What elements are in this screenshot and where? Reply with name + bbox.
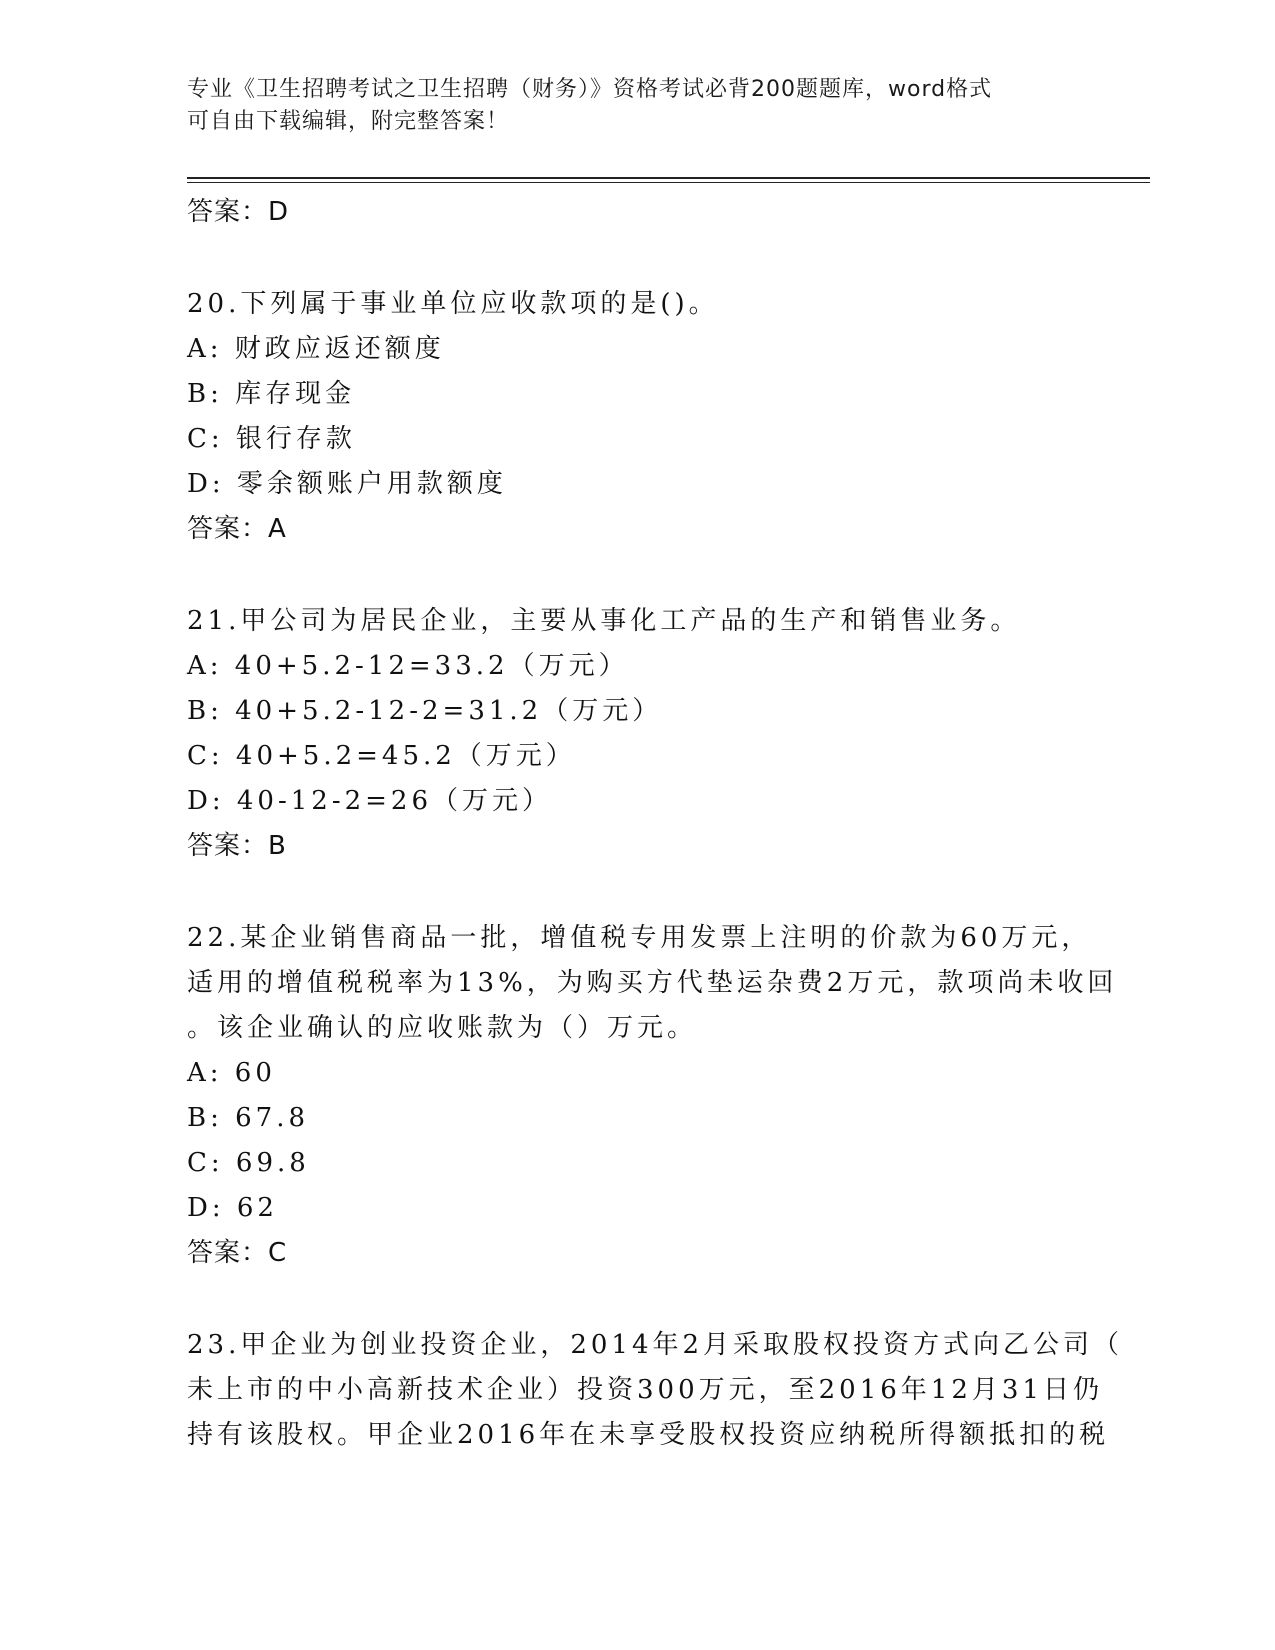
question-20	[187, 282, 1087, 551]
spacer	[187, 1275, 1087, 1323]
option-a: A: 60	[187, 1058, 276, 1088]
header-line-2: 可自由下载编辑，附完整答案！	[187, 109, 510, 134]
spacer	[187, 551, 1087, 599]
question-stem: 21.甲公司为居民企业，主要从事化工产品的生产和销售业务。	[187, 606, 1021, 636]
spacer	[187, 868, 1087, 916]
option-b: B: 67.8	[187, 1103, 310, 1133]
option-d: D: 62	[187, 1193, 278, 1223]
option-d: D: 40-12-2=26（万元）	[187, 786, 553, 816]
answer: 答案：C	[187, 1238, 288, 1268]
header-rule-thin	[187, 182, 1150, 183]
question-stem-line-2: 适用的增值税税率为13%，为购买方代垫运杂费2万元，款项尚未收回	[187, 968, 1118, 998]
question-21	[187, 599, 1087, 868]
answer-previous: 答案：D	[187, 197, 290, 227]
header-rule-thick	[187, 177, 1150, 179]
option-c: C: 69.8	[187, 1148, 310, 1178]
option-c: C: 40+5.2=45.2（万元）	[187, 741, 576, 771]
option-d: D: 零余额账户用款额度	[187, 469, 507, 499]
question-stem-line-3: 。该企业确认的应收账款为（）万元。	[187, 1013, 698, 1043]
header-line-1: 专业《卫生招聘考试之卫生招聘（财务）》资格考试必背200题题库，word格式	[187, 77, 993, 102]
option-c: C: 银行存款	[187, 424, 356, 454]
question-stem-line-2: 未上市的中小高新技术企业）投资300万元，至2016年12月31日仍	[187, 1375, 1103, 1405]
option-b: B: 40+5.2-12-2=31.2（万元）	[187, 696, 663, 726]
question-22	[187, 916, 1118, 1275]
question-list	[187, 190, 1124, 1458]
spacer	[187, 234, 1087, 282]
question-stem-line-1: 22.某企业销售商品一批，增值税专用发票上注明的价款为60万元，	[187, 923, 1092, 953]
question-stem-line-3: 持有该股权。甲企业2016年在未享受股权投资应纳税所得额抵扣的税	[187, 1420, 1110, 1450]
page-header	[187, 74, 1067, 138]
question-stem-line-1: 23.甲企业为创业投资企业，2014年2月采取股权投资方式向乙公司（	[187, 1330, 1124, 1360]
question-23	[187, 1323, 1124, 1458]
option-a: A: 40+5.2-12=33.2（万元）	[187, 651, 629, 681]
answer: 答案：B	[187, 831, 287, 861]
option-a: A: 财政应返还额度	[187, 334, 445, 364]
question-stem: 20.下列属于事业单位应收款项的是()。	[187, 289, 719, 319]
option-b: B: 库存现金	[187, 379, 356, 409]
answer: 答案：A	[187, 514, 287, 544]
